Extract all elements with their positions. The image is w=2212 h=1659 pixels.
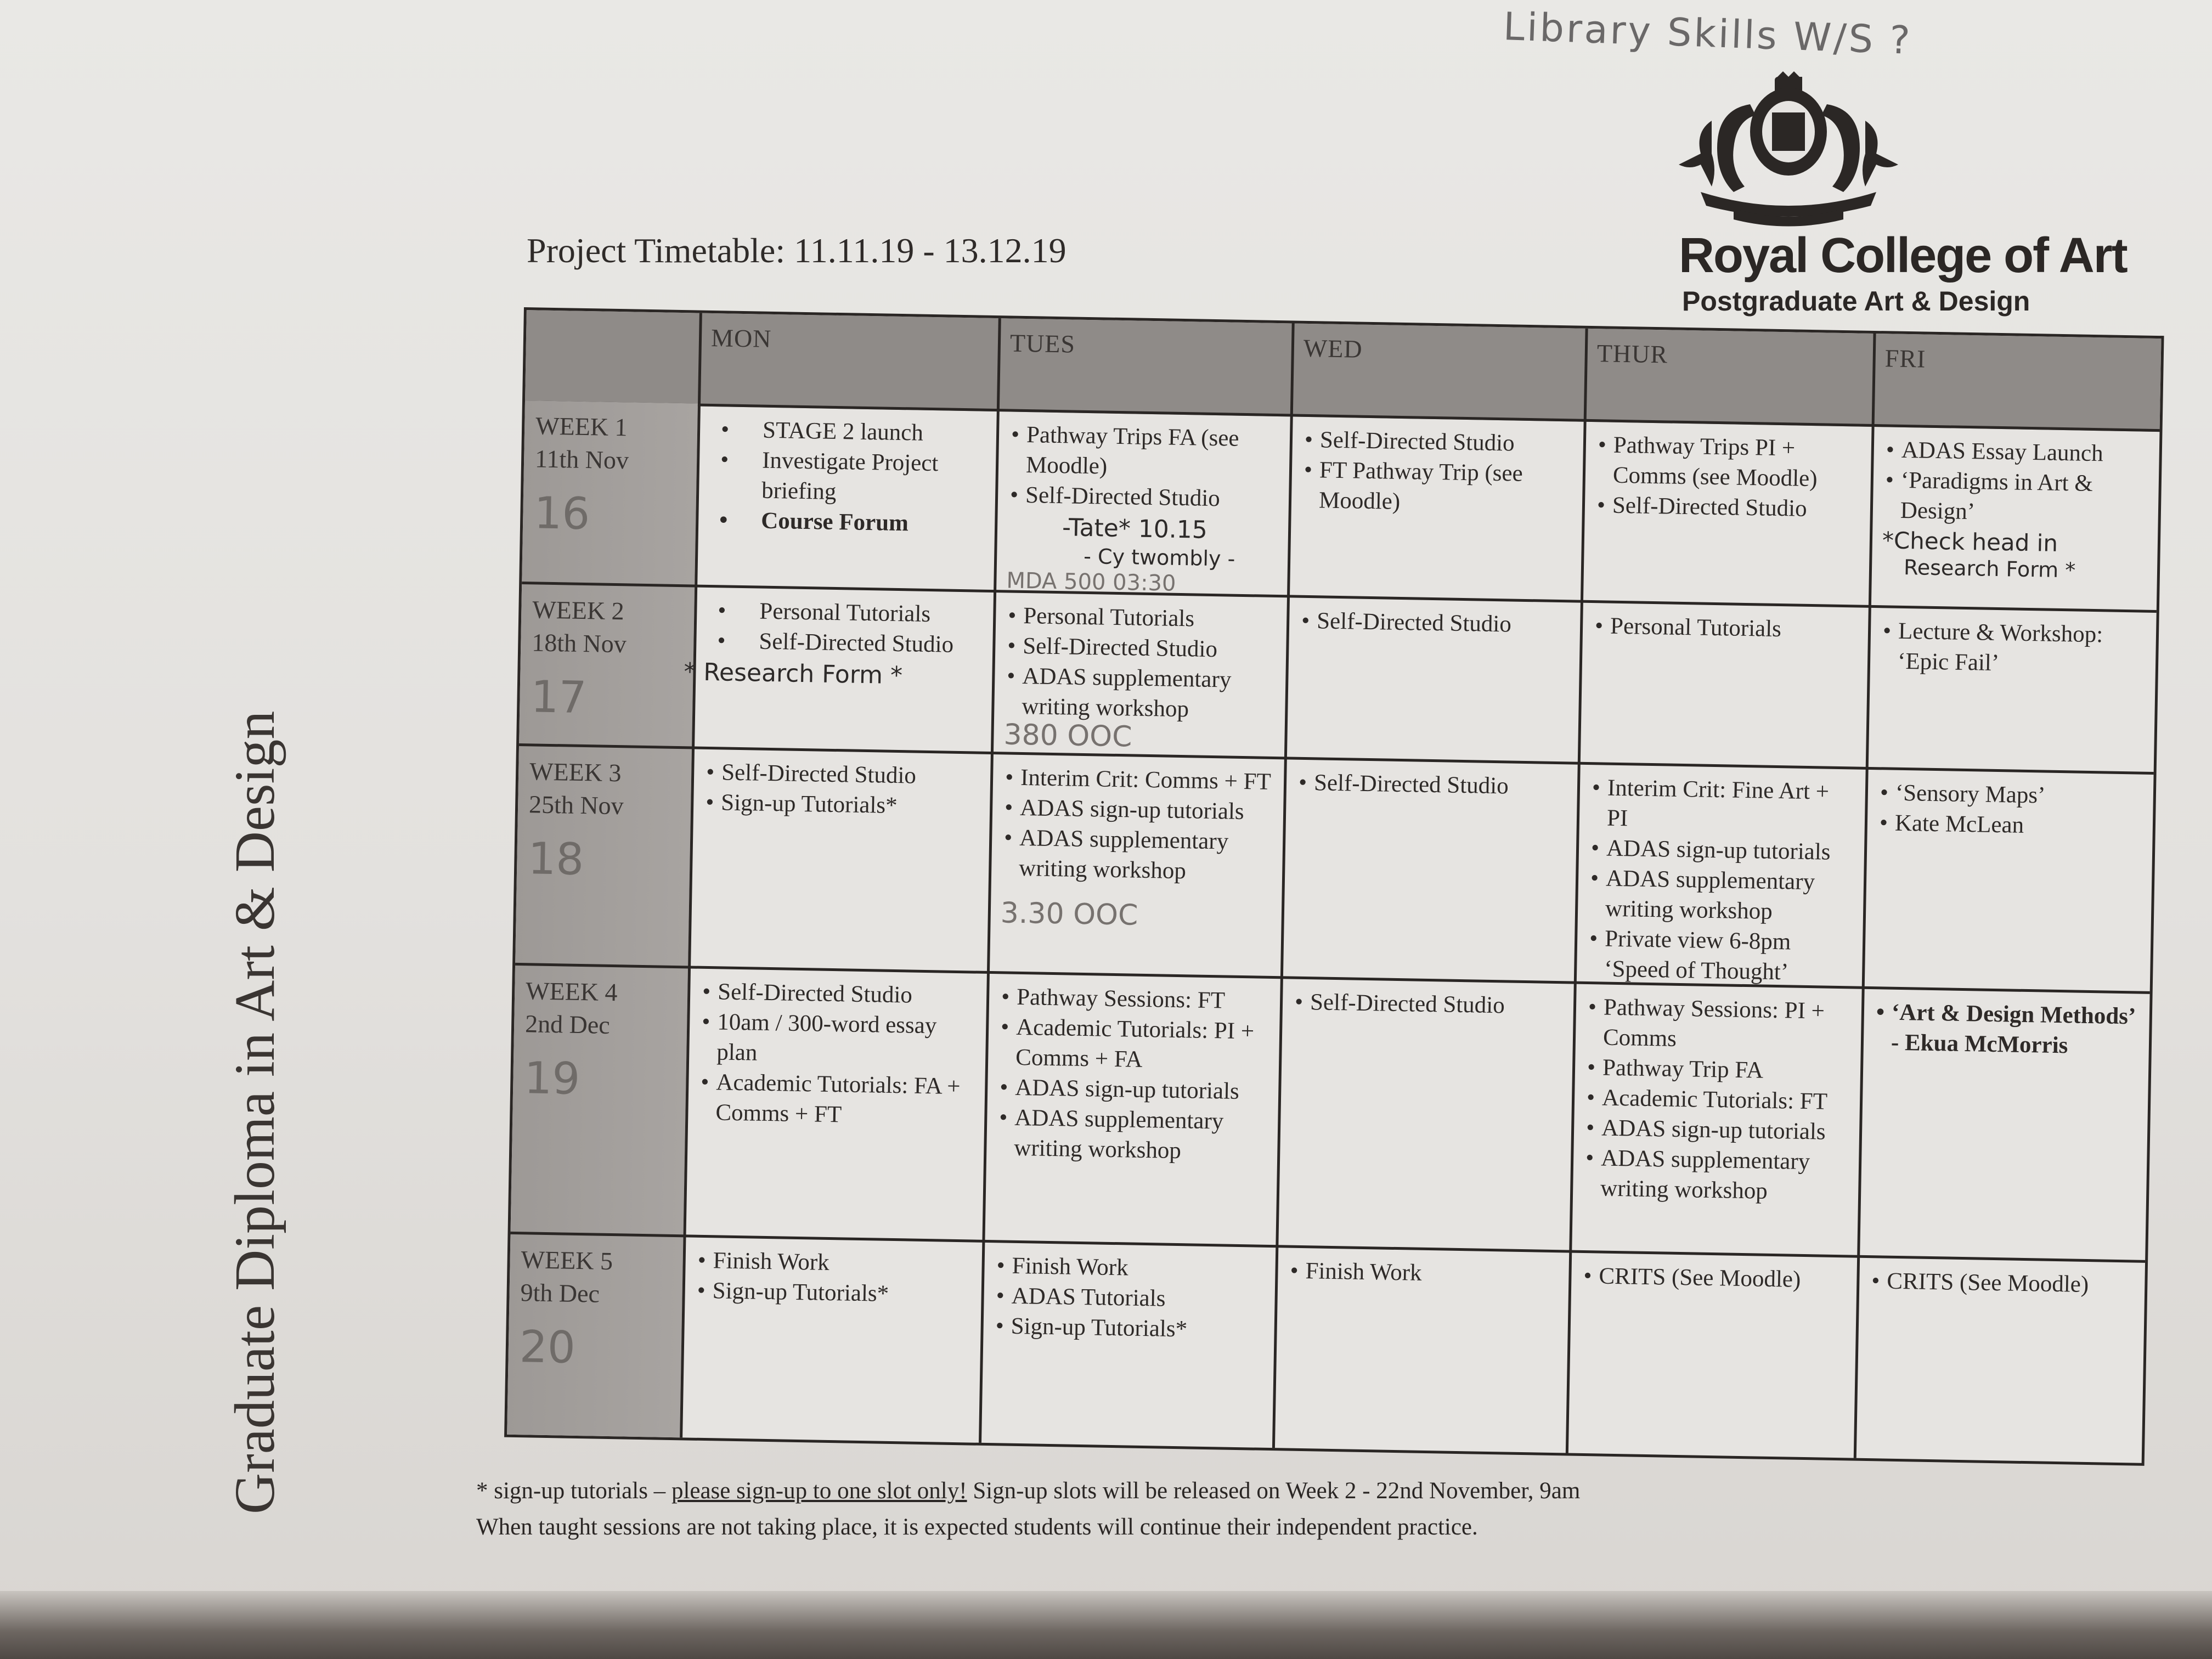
list-item: • Personal Tutorials	[707, 595, 984, 630]
cell-w1-tue	[996, 411, 1290, 602]
list-item: • CRITS (See Moodle)	[1581, 1261, 1847, 1295]
brand-name: Royal College of Art	[1679, 228, 2127, 283]
list-item: • ADAS supplementary writing workshop	[1001, 822, 1273, 888]
list-item: • Pathway Sessions: PI + Comms	[1585, 992, 1852, 1057]
timetable	[504, 307, 2164, 1466]
cell-w1-wed	[1291, 416, 1583, 525]
cell-w4-thu	[1573, 984, 1862, 1214]
cell-w2-thu	[1583, 603, 1869, 651]
list-item: • 10am / 300-word essay plan	[699, 1007, 977, 1072]
week-number: WEEK 1	[535, 411, 628, 442]
week-number: WEEK 3	[529, 757, 622, 787]
side-title-subtitle: Graduate Diploma in Art & Design	[223, 710, 286, 1514]
list-item: • Kate McLean	[1877, 808, 2143, 842]
list-item: • Self-Directed Studio	[1595, 490, 1861, 524]
cell-w1-mon	[698, 407, 997, 545]
cell-w4-mon	[688, 968, 987, 1137]
cell-w2-mon	[683, 588, 994, 697]
cell-w5-fri	[1859, 1258, 2145, 1306]
side-title	[0, 0, 340, 1659]
week-date: 11th Nov	[534, 444, 629, 475]
week-date: 9th Dec	[520, 1278, 600, 1308]
list-item: • Course Forum	[708, 505, 985, 540]
list-item: • ‘Sensory Maps’	[1877, 777, 2143, 812]
header-thur: THUR	[1596, 339, 1668, 369]
list-item: • Self-Directed Studio	[1005, 630, 1277, 665]
cell-w3-tue	[990, 754, 1284, 937]
list-item: • Investigate Project briefing	[709, 444, 986, 510]
list-item: • CRITS (See Moodle)	[1869, 1266, 2135, 1300]
week-date: 18th Nov	[531, 628, 627, 658]
list-item: • Self-Directed Studio	[704, 757, 981, 792]
cell-w3-thu	[1577, 765, 1866, 994]
list-item: • ADAS sign-up tutorials	[997, 1072, 1269, 1107]
handwritten-note: -Tate* 10.15	[1062, 514, 1208, 544]
cell-w1-fri	[1872, 427, 2160, 588]
week-date: 2nd Dec	[524, 1009, 611, 1039]
handwritten-note: - Cy twombly -	[1083, 544, 1235, 571]
list-item: • Self-Directed Studio	[1296, 768, 1568, 803]
list-item: • ‘Paradigms in Art & Design’	[1882, 465, 2149, 529]
week-5-label	[507, 1234, 683, 1437]
handwritten-week-number: 17	[530, 671, 588, 724]
list-item: • ADAS supplementary writing workshop	[1583, 1143, 1849, 1207]
list-item: • Finish Work	[1288, 1256, 1559, 1291]
week-number: WEEK 2	[532, 595, 625, 625]
handwritten-note: 380 OOC	[1003, 718, 1132, 754]
handwritten-note: * Research Form *	[683, 658, 903, 690]
list-item: • Personal Tutorials	[1593, 611, 1859, 645]
week-3-label	[515, 746, 692, 966]
handwritten-note: *Check head in	[1882, 527, 2058, 557]
handwritten-note: 3.30 OOC	[1000, 896, 1138, 932]
footer-emphasis: please sign-up to one slot only!	[671, 1478, 967, 1504]
cell-w3-mon	[693, 749, 991, 828]
cell-w4-tue	[986, 974, 1280, 1173]
cell-w4-wed	[1282, 979, 1573, 1027]
cell-w2-wed	[1289, 597, 1581, 646]
list-item: • Lecture & Workshop: ‘Epic Fail’	[1880, 616, 2147, 680]
list-item: • Self-Directed Studio	[1302, 425, 1574, 460]
cell-w2-tue	[994, 592, 1287, 759]
week-1-label	[522, 400, 698, 584]
cell-w4-fri	[1863, 989, 2149, 1068]
header-tues: TUES	[1009, 329, 1076, 358]
list-item: • STAGE 2 launch	[710, 414, 987, 449]
list-item: • ADAS sign-up tutorials	[1589, 833, 1855, 867]
footer-line-2: When taught sessions are not taking place, it is expected students will continue their independent practice.	[476, 1514, 1478, 1540]
list-item: • Finish Work	[695, 1245, 972, 1280]
footer-note	[476, 1473, 1580, 1545]
handwritten-note-top: Library Skills W/S ?	[1502, 4, 1913, 63]
list-item: • Private view 6-8pm ‘Speed of Thought’	[1587, 923, 1853, 988]
list-item: • ADAS Essay Launch	[1883, 435, 2149, 469]
list-item: • Pathway Sessions: FT	[999, 981, 1271, 1017]
project-title: Project Timetable: 11.11.19 - 13.12.19	[527, 231, 1066, 270]
week-4-label	[511, 966, 688, 1234]
footer-text: * sign-up tutorials –	[476, 1478, 672, 1504]
list-item: • Interim Crit: Comms + FT	[1003, 762, 1274, 797]
list-item: • Personal Tutorials	[1006, 600, 1277, 635]
cell-w5-mon	[685, 1237, 982, 1316]
list-item: • Interim Crit: Fine Art + PI	[1589, 772, 1856, 837]
list-item: • Self-Directed Studio	[706, 625, 983, 661]
header-fri: FRI	[1884, 344, 1926, 373]
list-item: • Academic Tutorials: PI + Comms + FA	[998, 1012, 1270, 1077]
list-item: • FT Pathway Trip (see Moodle)	[1301, 455, 1573, 520]
list-item: • Sign-up Tutorials*	[695, 1276, 972, 1311]
handwritten-note: MDA 500 03:30	[1006, 568, 1176, 596]
footer-text: Sign-up slots will be released on Week 2 - 22nd November, 9am	[967, 1478, 1581, 1504]
list-item: • Finish Work	[994, 1250, 1266, 1285]
list-item: • Self-Directed Studio	[1293, 987, 1564, 1022]
royal-crest-logo	[1668, 71, 1909, 230]
cell-w5-thu	[1571, 1253, 1857, 1301]
week-2-label	[519, 584, 695, 746]
cell-w3-wed	[1286, 759, 1577, 808]
cell-w5-tue	[983, 1243, 1276, 1351]
list-item: • Sign-up Tutorials*	[703, 787, 980, 822]
list-item: • ‘Art & Design Methods’ - Ekua McMorris	[1874, 997, 2140, 1062]
list-item: • Pathway Trips FA (see Moodle)	[1008, 419, 1280, 484]
handwritten-week-number: 16	[533, 487, 591, 540]
list-item: • ADAS supplementary writing workshop	[996, 1102, 1268, 1167]
list-item: • ADAS sign-up tutorials	[1584, 1113, 1850, 1147]
list-item: • Pathway Trips PI + Comms (see Moodle)	[1595, 430, 1861, 494]
list-item: • Pathway Trip FA	[1585, 1052, 1851, 1087]
header-wed: WED	[1303, 334, 1363, 363]
cell-w5-wed	[1278, 1248, 1569, 1296]
handwritten-week-number: 19	[523, 1052, 581, 1104]
brand-subtitle: Postgraduate Art & Design	[1682, 286, 2030, 317]
handwritten-week-number: 18	[527, 833, 585, 885]
header-mon: MON	[710, 323, 772, 353]
list-item: • Self-Directed Studio	[1299, 606, 1571, 641]
cell-w1-thu	[1584, 422, 1871, 531]
list-item: • Academic Tutorials: FA + Comms + FT	[698, 1067, 975, 1132]
week-number: WEEK 5	[521, 1245, 613, 1276]
week-number: WEEK 4	[525, 977, 618, 1007]
list-item: • Self-Directed Studio	[1008, 479, 1279, 515]
week-date: 25th Nov	[528, 790, 624, 820]
handwritten-week-number: 20	[519, 1321, 576, 1373]
cell-w3-fri	[1867, 770, 2153, 848]
cell-w2-fri	[1870, 608, 2156, 686]
footer-line-1	[476, 1473, 1580, 1509]
handwritten-note: Research Form *	[1903, 555, 2076, 583]
list-item: • ADAS supplementary writing workshop	[1004, 661, 1276, 726]
list-item: • ADAS supplementary writing workshop	[1588, 863, 1854, 928]
list-item: • ADAS Tutorials	[994, 1280, 1265, 1316]
list-item: • Academic Tutorials: FT	[1584, 1082, 1850, 1117]
list-item: • ADAS sign-up tutorials	[1002, 792, 1274, 827]
list-item: • Self-Directed Studio	[700, 977, 977, 1012]
list-item: • Sign-up Tutorials*	[993, 1311, 1265, 1346]
